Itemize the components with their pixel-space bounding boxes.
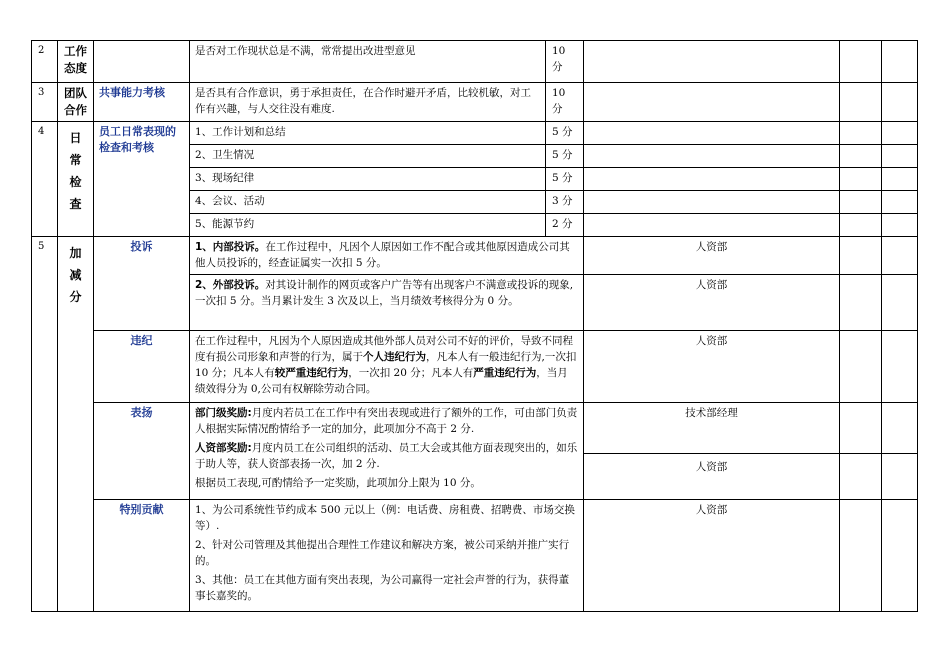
dept-cell: 技术部经理 xyxy=(584,403,840,454)
category-cell: 加 减 分 xyxy=(58,237,94,612)
content-cell: 2、卫生情况 xyxy=(190,145,546,168)
content-cell: 部门级奖励:月度内若员工在工作中有突出表现或进行了额外的工作，可由部门负责人根据实际情况酌情给予一定的加分，此项加分不高于 2 分. 人资部奖励:月度内员工在公司组织的活动、员工大会或其他方面表现突出的，如乐于助人等，获人资部表扬一次，加 2 分. 根据员工表现,可酌情给予一定奖励，此项加分上限为 10 分。 xyxy=(190,403,584,500)
dept-cell xyxy=(584,145,840,168)
category-cell: 工作 态度 xyxy=(58,41,94,83)
dept-cell xyxy=(584,168,840,191)
blank-cell xyxy=(840,41,882,83)
content-cell: 1、工作计划和总结 xyxy=(190,122,546,145)
content-cell: 是否对工作现状总是不满，常常提出改进型意见 xyxy=(190,41,546,83)
row-number: 4 xyxy=(32,122,58,237)
content-cell: 5、能源节约 xyxy=(190,214,546,237)
blank-cell xyxy=(840,83,882,122)
table-row xyxy=(32,403,918,454)
table-row xyxy=(32,83,918,122)
table-row xyxy=(32,41,918,83)
blank-cell xyxy=(882,331,918,403)
dept-cell: 人资部 xyxy=(584,500,840,612)
score-cell: 10 分 xyxy=(546,41,584,83)
row-number: 2 xyxy=(32,41,58,83)
score-cell: 2 分 xyxy=(546,214,584,237)
blank-cell xyxy=(882,145,918,168)
item-cell: 员工日常表现的检查和考核 xyxy=(94,122,190,237)
blank-cell xyxy=(840,275,882,331)
content-cell: 3、现场纪律 xyxy=(190,168,546,191)
item-cell-praise: 表扬 xyxy=(94,403,190,500)
blank-cell xyxy=(840,145,882,168)
dept-cell: 人资部 xyxy=(584,237,840,275)
dept-cell: 人资部 xyxy=(584,331,840,403)
dept-cell xyxy=(584,122,840,145)
blank-cell xyxy=(882,237,918,275)
blank-cell xyxy=(882,41,918,83)
blank-cell xyxy=(840,454,882,500)
item-cell-special: 特别贡献 xyxy=(94,500,190,612)
blank-cell xyxy=(840,168,882,191)
category-cell: 日 常 检 查 xyxy=(58,122,94,237)
table-row xyxy=(32,331,918,403)
item-cell: 共事能力考核 xyxy=(94,83,190,122)
table-row xyxy=(32,500,918,612)
score-cell: 5 分 xyxy=(546,122,584,145)
content-cell: 2、外部投诉。对其设计制作的网页或客户广告等有出现客户不满意或投诉的现象,一次扣 5 分。当月累计发生 3 次及以上，当月绩效考核得分为 0 分。 xyxy=(190,275,584,331)
blank-cell xyxy=(882,275,918,331)
blank-cell xyxy=(840,500,882,612)
row-number: 3 xyxy=(32,83,58,122)
blank-cell xyxy=(882,168,918,191)
evaluation-table xyxy=(31,40,918,612)
blank-cell xyxy=(840,214,882,237)
blank-cell xyxy=(882,122,918,145)
blank-cell xyxy=(840,237,882,275)
score-cell: 10 分 xyxy=(546,83,584,122)
item-cell xyxy=(94,41,190,83)
dept-cell: 人资部 xyxy=(584,454,840,500)
table-row xyxy=(32,237,918,275)
category-cell: 团队 合作 xyxy=(58,83,94,122)
score-cell: 3 分 xyxy=(546,191,584,214)
blank-cell xyxy=(882,500,918,612)
score-cell: 5 分 xyxy=(546,168,584,191)
blank-cell xyxy=(882,83,918,122)
content-cell: 4、会议、活动 xyxy=(190,191,546,214)
dept-cell: 人资部 xyxy=(584,275,840,331)
dept-cell xyxy=(584,191,840,214)
content-cell: 1、为公司系统性节约成本 500 元以上（例：电话费、房租费、招聘费、市场交换等）. 2、针对公司管理及其他提出合理性工作建议和解决方案，被公司采纳并推广实行的。 3、其他：员工在其他方面有突出表现，为公司赢得一定社会声誉的行为，获得董事长嘉奖的。 xyxy=(190,500,584,612)
blank-cell xyxy=(882,191,918,214)
content-cell: 是否具有合作意识，勇于承担责任，在合作时避开矛盾，比较机敏，对工作有兴趣，与人交往没有难度. xyxy=(190,83,546,122)
content-cell: 1、内部投诉。在工作过程中，凡因个人原因如工作不配合或其他原因造成公司其他人员投诉的，经查证属实一次扣 5 分。 xyxy=(190,237,584,275)
blank-cell xyxy=(882,454,918,500)
item-cell-violation: 违纪 xyxy=(94,331,190,403)
table-row xyxy=(32,122,918,145)
blank-cell xyxy=(882,403,918,454)
blank-cell xyxy=(840,331,882,403)
row-number: 5 xyxy=(32,237,58,612)
score-cell: 5 分 xyxy=(546,145,584,168)
blank-cell xyxy=(840,122,882,145)
dept-cell xyxy=(584,83,840,122)
blank-cell xyxy=(882,214,918,237)
blank-cell xyxy=(840,191,882,214)
item-cell-complaint: 投诉 xyxy=(94,237,190,331)
content-cell: 在工作过程中，凡因为个人原因造成其他外部人员对公司不好的评价，导致不同程度有损公司形象和声誉的行为，属于个人违纪行为，凡本人有一般违纪行为,一次扣 10 分；凡本人有较严重违纪行为，一次扣 20 分；凡本人有严重违纪行为，当月绩效得分为 0,公司有权解除劳动合同。 xyxy=(190,331,584,403)
dept-cell xyxy=(584,214,840,237)
blank-cell xyxy=(840,403,882,454)
dept-cell xyxy=(584,41,840,83)
